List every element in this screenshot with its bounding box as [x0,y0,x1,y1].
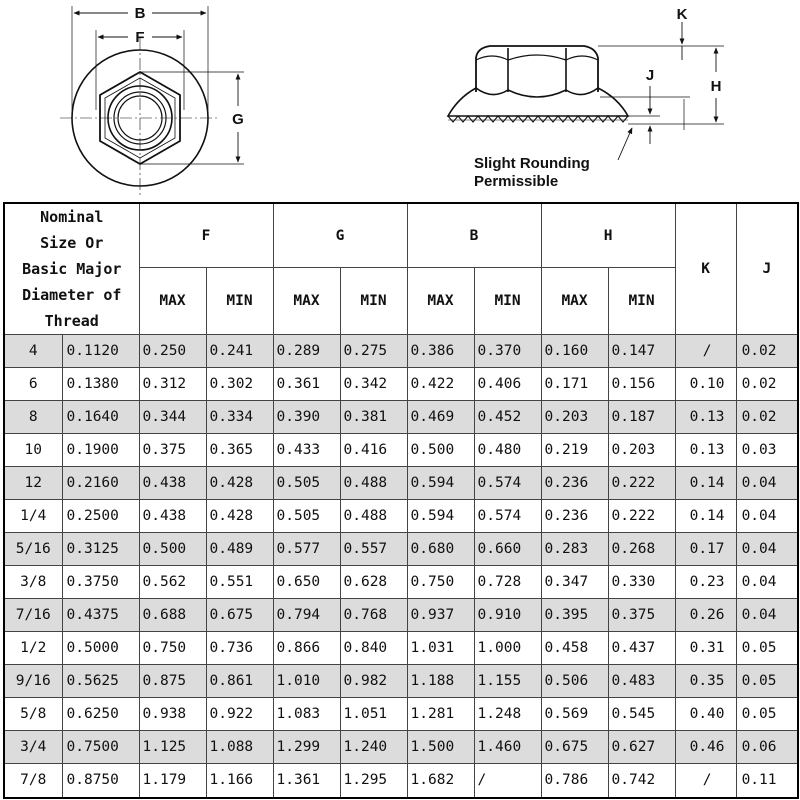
table-cell: 1.083 [273,698,340,731]
table-cell: 5/8 [4,698,62,731]
table-cell: 6 [4,368,62,401]
table-cell: 0.866 [273,632,340,665]
table-cell: / [675,335,736,368]
table-cell: 1.031 [407,632,474,665]
table-cell: 0.35 [675,665,736,698]
group-header-h: H [541,203,675,268]
table-cell: 1.051 [340,698,407,731]
table-cell: 0.14 [675,467,736,500]
table-cell: 0.14 [675,500,736,533]
table-cell: 1.460 [474,731,541,764]
table-cell: 0.283 [541,533,608,566]
label-g: G [232,111,244,128]
header-k: K [675,203,736,335]
table-cell: 0.786 [541,764,608,798]
table-cell: 1.000 [474,632,541,665]
table-cell: 0.675 [541,731,608,764]
table-row [4,467,798,500]
table-cell: 0.02 [736,401,798,434]
sub-header: MIN [206,268,273,335]
table-cell: 0.04 [736,533,798,566]
table-cell: 0.3125 [62,533,139,566]
table-cell: 0.04 [736,500,798,533]
table-cell: 1.281 [407,698,474,731]
table-row [4,698,798,731]
nut-top-view [60,6,244,196]
table-cell: 0.46 [675,731,736,764]
table-row [4,335,798,368]
table-cell: 0.370 [474,335,541,368]
table-cell: 0.680 [407,533,474,566]
table-cell: 0.222 [608,500,675,533]
table-cell: 0.1900 [62,434,139,467]
table-cell: 0.5625 [62,665,139,698]
sub-header: MIN [340,268,407,335]
table-cell: 0.488 [340,467,407,500]
table-cell: 1.166 [206,764,273,798]
nominal-header-line: Nominal [40,208,104,226]
table-cell: 0.736 [206,632,273,665]
table-cell: 0.395 [541,599,608,632]
sub-header: MAX [407,268,474,335]
note-leader [618,128,632,160]
table-row [4,665,798,698]
table-cell: 0.660 [474,533,541,566]
flange-dome [448,88,628,116]
sub-header: MAX [273,268,340,335]
table-cell: 0.438 [139,467,206,500]
table-cell: 4 [4,335,62,368]
table-cell: 1/4 [4,500,62,533]
table-cell: 0.483 [608,665,675,698]
table-cell: 0.222 [608,467,675,500]
table-cell: 1/2 [4,632,62,665]
table-cell: 1.155 [474,665,541,698]
label-k: K [676,6,688,23]
table-cell: 0.31 [675,632,736,665]
table-cell: 0.574 [474,500,541,533]
table-cell: 0.577 [273,533,340,566]
table-row [4,632,798,665]
table-body [4,335,798,798]
table-cell: 0.428 [206,467,273,500]
table-cell: 1.125 [139,731,206,764]
nut-side-view [448,22,724,160]
table-cell: 0.365 [206,434,273,467]
table-cell: 0.861 [206,665,273,698]
table-cell: 0.5000 [62,632,139,665]
hex-body [476,46,598,92]
label-j: J [645,67,655,84]
sub-header: MAX [541,268,608,335]
table-cell: 0.937 [407,599,474,632]
table-cell: 0.04 [736,599,798,632]
table-cell: 0.381 [340,401,407,434]
table-cell: 0.488 [340,500,407,533]
table-cell: 0.05 [736,698,798,731]
table-cell: 0.750 [139,632,206,665]
table-cell: 0.203 [608,434,675,467]
table-cell: 0.742 [608,764,675,798]
table-cell: 0.458 [541,632,608,665]
table-cell: 0.2160 [62,467,139,500]
table-cell: 0.334 [206,401,273,434]
table-cell: 0.469 [407,401,474,434]
table-cell: 0.875 [139,665,206,698]
table-cell: 0.17 [675,533,736,566]
table-cell: 0.250 [139,335,206,368]
table-cell: 0.2500 [62,500,139,533]
table-cell: 0.342 [340,368,407,401]
table-cell: 0.505 [273,500,340,533]
table-cell: 0.312 [139,368,206,401]
table-cell: 0.8750 [62,764,139,798]
table-cell: 0.438 [139,500,206,533]
table-cell: / [675,764,736,798]
diagram-area [0,0,800,200]
table-cell: 0.594 [407,500,474,533]
table-row [4,764,798,798]
table-cell: 0.390 [273,401,340,434]
group-header-b: B [407,203,541,268]
table-cell: 8 [4,401,62,434]
nominal-header-line: Diameter of [22,286,122,304]
table-cell: 0.147 [608,335,675,368]
table-cell: 0.794 [273,599,340,632]
table-cell: 0.05 [736,632,798,665]
label-h: H [710,78,722,95]
table-cell: 0.6250 [62,698,139,731]
table-cell: 12 [4,467,62,500]
table-cell: 0.506 [541,665,608,698]
table-cell: 0.03 [736,434,798,467]
table-cell: 0.557 [340,533,407,566]
table-cell: 0.11 [736,764,798,798]
sub-header: MAX [139,268,206,335]
table-cell: 0.386 [407,335,474,368]
table-cell: 0.236 [541,467,608,500]
table-cell: 1.010 [273,665,340,698]
header-row-1 [4,203,798,268]
table-cell: / [474,764,541,798]
table-cell: 0.551 [206,566,273,599]
table-cell: 0.13 [675,401,736,434]
table-cell: 0.13 [675,434,736,467]
table-cell: 0.40 [675,698,736,731]
table-cell: 0.728 [474,566,541,599]
table-cell: 0.922 [206,698,273,731]
sub-header: MIN [474,268,541,335]
table-row [4,731,798,764]
table-cell: 0.10 [675,368,736,401]
table-cell: 0.347 [541,566,608,599]
table-cell: 1.361 [273,764,340,798]
nominal-header-line: Thread [44,312,99,330]
table-cell: 0.219 [541,434,608,467]
table-cell: 0.1380 [62,368,139,401]
table-cell: 0.500 [139,533,206,566]
spec-table [3,202,799,799]
table-row [4,401,798,434]
table-row [4,599,798,632]
table-cell: 1.299 [273,731,340,764]
table-cell: 0.04 [736,467,798,500]
table-cell: 0.330 [608,566,675,599]
table-cell: 1.188 [407,665,474,698]
table-cell: 0.302 [206,368,273,401]
table-row [4,434,798,467]
nominal-header-line: Size Or [40,234,104,252]
note-line-1: Slight Rounding [474,155,590,172]
table-cell: 0.4375 [62,599,139,632]
table-row [4,566,798,599]
table-cell: 0.562 [139,566,206,599]
table-row [4,500,798,533]
table-cell: 0.05 [736,665,798,698]
table-cell: 5/16 [4,533,62,566]
header-j: J [736,203,798,335]
nominal-header [4,203,139,335]
table-cell: 1.088 [206,731,273,764]
table-cell: 0.910 [474,599,541,632]
table-cell: 0.171 [541,368,608,401]
table-row [4,533,798,566]
label-b: B [134,5,146,22]
table-cell: 0.06 [736,731,798,764]
table-cell: 1.682 [407,764,474,798]
note-line-2: Permissible [474,173,559,190]
table-cell: 0.344 [139,401,206,434]
table-cell: 0.437 [608,632,675,665]
table-cell: 1.500 [407,731,474,764]
table-cell: 0.489 [206,533,273,566]
table-cell: 0.982 [340,665,407,698]
table-cell: 0.768 [340,599,407,632]
table-cell: 0.23 [675,566,736,599]
table-cell: 9/16 [4,665,62,698]
table-cell: 7/16 [4,599,62,632]
table-cell: 0.428 [206,500,273,533]
table-cell: 1.240 [340,731,407,764]
table-cell: 0.675 [206,599,273,632]
nominal-header-line: Basic Major [22,260,122,278]
table-cell: 0.594 [407,467,474,500]
table-cell: 0.160 [541,335,608,368]
group-header-g: G [273,203,407,268]
table-cell: 7/8 [4,764,62,798]
table-row [4,368,798,401]
table-cell: 0.452 [474,401,541,434]
table-cell: 1.179 [139,764,206,798]
serrations [448,116,628,122]
table-cell: 0.422 [407,368,474,401]
group-header-f: F [139,203,273,268]
table-cell: 0.627 [608,731,675,764]
table-cell: 0.545 [608,698,675,731]
table-cell: 0.406 [474,368,541,401]
table-cell: 0.1640 [62,401,139,434]
table-cell: 0.574 [474,467,541,500]
table-cell: 0.750 [407,566,474,599]
table-cell: 0.480 [474,434,541,467]
table-cell: 0.236 [541,500,608,533]
table-cell: 0.268 [608,533,675,566]
table-cell: 0.7500 [62,731,139,764]
table-cell: 0.505 [273,467,340,500]
table-cell: 0.241 [206,335,273,368]
table-cell: 0.1120 [62,335,139,368]
table-cell: 10 [4,434,62,467]
table-cell: 0.3750 [62,566,139,599]
table-cell: 1.295 [340,764,407,798]
table-cell: 0.416 [340,434,407,467]
table-cell: 3/4 [4,731,62,764]
table-cell: 0.938 [139,698,206,731]
label-f: F [135,29,145,46]
table-cell: 0.650 [273,566,340,599]
table-cell: 0.02 [736,335,798,368]
table-cell: 0.688 [139,599,206,632]
table-cell: 0.375 [608,599,675,632]
table-cell: 0.26 [675,599,736,632]
table-cell: 0.187 [608,401,675,434]
table-cell: 0.569 [541,698,608,731]
table-cell: 0.289 [273,335,340,368]
sub-header: MIN [608,268,675,335]
table-cell: 3/8 [4,566,62,599]
table-cell: 0.375 [139,434,206,467]
table-cell: 0.628 [340,566,407,599]
table-cell: 0.361 [273,368,340,401]
table-cell: 0.840 [340,632,407,665]
table-cell: 1.248 [474,698,541,731]
table-cell: 0.500 [407,434,474,467]
table-cell: 0.433 [273,434,340,467]
table-cell: 0.156 [608,368,675,401]
table-cell: 0.04 [736,566,798,599]
table-cell: 0.203 [541,401,608,434]
table-cell: 0.275 [340,335,407,368]
table-cell: 0.02 [736,368,798,401]
